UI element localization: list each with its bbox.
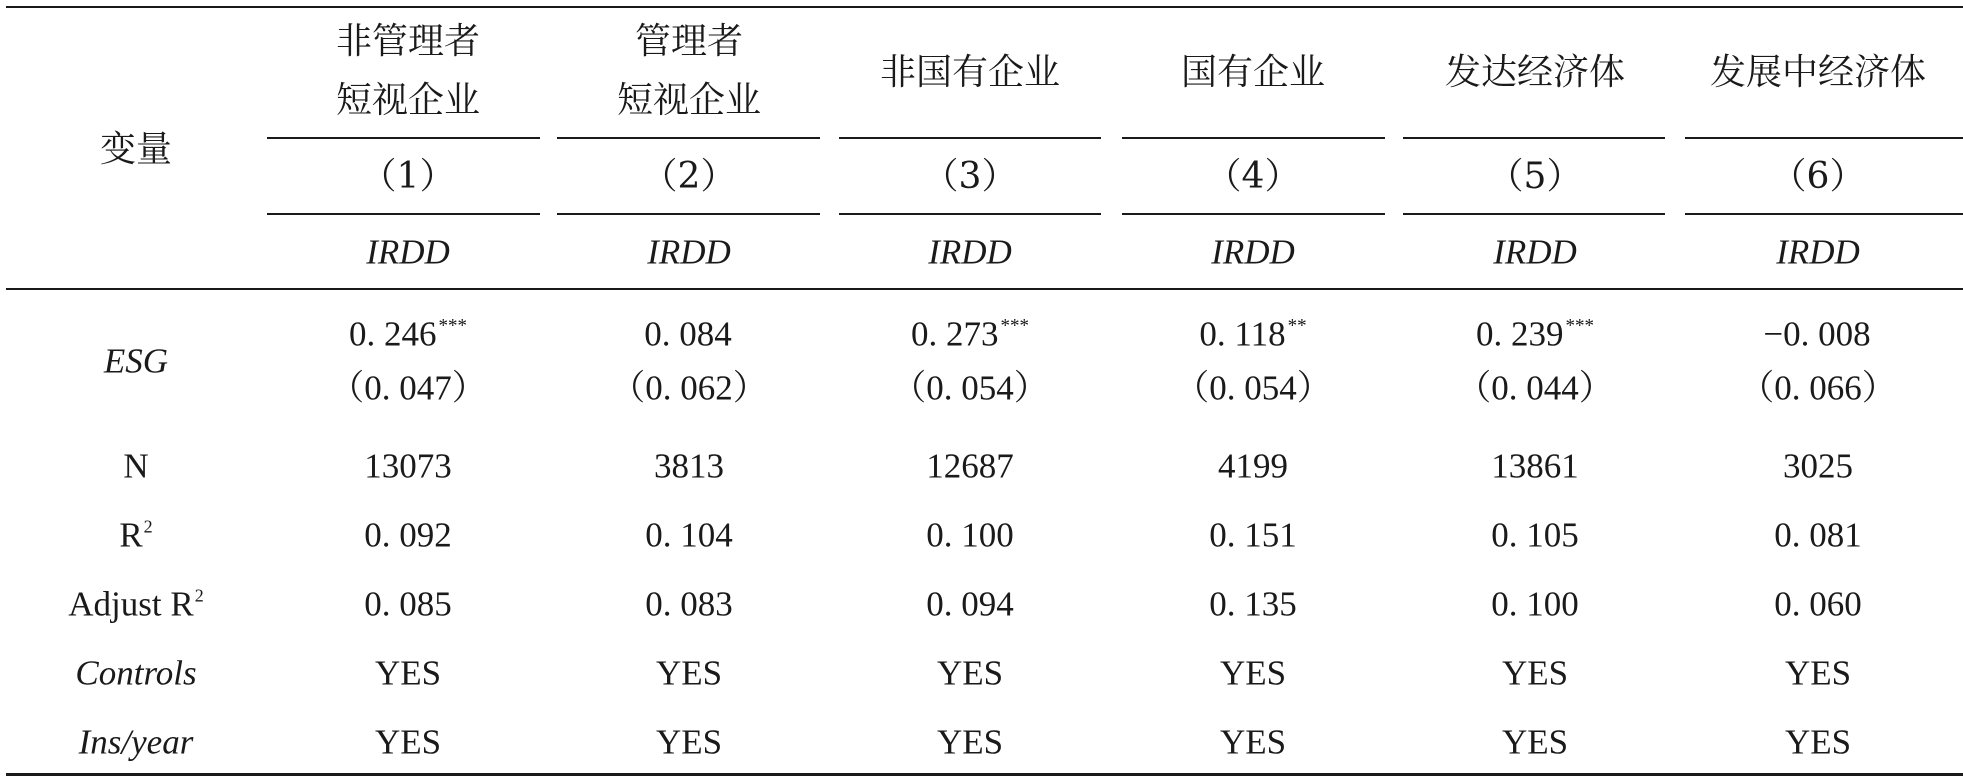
n-col2: 3813 <box>654 446 724 486</box>
adj-r2-col5: 0. 100 <box>1491 584 1579 624</box>
r2-label-sup: 2 <box>143 516 153 537</box>
header-rule-bottom <box>6 288 1963 290</box>
col1-dep: IRDD <box>366 232 450 272</box>
r2-col3: 0. 100 <box>926 515 1014 555</box>
subrule-a-col6 <box>1685 137 1963 139</box>
r2-label <box>119 515 153 555</box>
col6-name: 发展中经济体 <box>1709 52 1927 93</box>
controls-col2: YES <box>655 653 723 693</box>
esg-se-col4: （0. 054） <box>1174 368 1332 408</box>
r2-label-text: R <box>119 515 143 555</box>
ins-year-col6: YES <box>1784 722 1852 762</box>
r2-col2: 0. 104 <box>645 515 733 555</box>
col5-index: （5） <box>1487 156 1583 197</box>
controls-col3: YES <box>936 653 1004 693</box>
esg-se-col5: （0. 044） <box>1456 368 1614 408</box>
esg-se-col6: （0. 066） <box>1739 368 1897 408</box>
ins-year-col2: YES <box>655 722 723 762</box>
significance-stars: *** <box>438 315 467 337</box>
ins-year-col4: YES <box>1219 722 1287 762</box>
subrule-b-col5 <box>1403 213 1665 215</box>
col2-index: （2） <box>641 156 737 197</box>
col4-index: （4） <box>1205 156 1301 197</box>
significance-stars: ** <box>1287 315 1307 337</box>
variable-header: 变量 <box>99 129 173 170</box>
subrule-a-col5 <box>1403 137 1665 139</box>
col5-name: 发达经济体 <box>1444 52 1626 93</box>
ins-year-label: Ins/year <box>78 722 194 762</box>
subrule-a-col3 <box>839 137 1101 139</box>
esg-coef-col6 <box>1763 314 1872 354</box>
ins-year-col5: YES <box>1501 722 1569 762</box>
n-label: N <box>123 446 149 486</box>
adj-r2-col2: 0. 083 <box>645 584 733 624</box>
bottom-rule <box>6 773 1963 776</box>
col4-name: 国有企业 <box>1180 52 1326 93</box>
coef-value: 0. 239 <box>1476 314 1564 354</box>
col6-dep: IRDD <box>1776 232 1860 272</box>
esg-se-col2: （0. 062） <box>610 368 768 408</box>
significance-stars: *** <box>1565 315 1594 337</box>
controls-col1: YES <box>374 653 442 693</box>
r2-col6: 0. 081 <box>1774 515 1862 555</box>
col2-name-line1: 管理者 <box>634 21 744 62</box>
controls-label: Controls <box>75 653 197 693</box>
r2-col1: 0. 092 <box>364 515 452 555</box>
subrule-b-col1 <box>267 213 540 215</box>
col1-name-line2: 短视企业 <box>335 80 481 121</box>
controls-col5: YES <box>1501 653 1569 693</box>
adj-r2-label-text: Adjust R <box>68 584 194 624</box>
col3-dep: IRDD <box>928 232 1012 272</box>
top-rule <box>6 6 1963 8</box>
n-col1: 13073 <box>364 446 452 486</box>
ins-year-col3: YES <box>936 722 1004 762</box>
subrule-b-col2 <box>557 213 820 215</box>
esg-coef-col2 <box>644 314 734 354</box>
coef-value: 0. 118 <box>1199 314 1286 354</box>
n-col6: 3025 <box>1783 446 1853 486</box>
col1-name-line1: 非管理者 <box>335 21 481 62</box>
controls-col4: YES <box>1219 653 1287 693</box>
subrule-a-col1 <box>267 137 540 139</box>
adj-r2-label <box>68 584 204 624</box>
adj-r2-col4: 0. 135 <box>1209 584 1297 624</box>
esg-coef-col4 <box>1199 314 1307 354</box>
r2-col4: 0. 151 <box>1209 515 1297 555</box>
adj-r2-col6: 0. 060 <box>1774 584 1862 624</box>
col5-dep: IRDD <box>1493 232 1577 272</box>
esg-se-col1: （0. 047） <box>329 368 487 408</box>
ins-year-col1: YES <box>374 722 442 762</box>
subrule-b-col6 <box>1685 213 1963 215</box>
coef-value: −0. 008 <box>1763 314 1871 354</box>
col2-dep: IRDD <box>647 232 731 272</box>
coef-value: 0. 246 <box>349 314 437 354</box>
esg-coef-col5 <box>1476 314 1594 354</box>
col3-name: 非国有企业 <box>879 52 1061 93</box>
esg-se-col3: （0. 054） <box>891 368 1049 408</box>
esg-label: ESG <box>103 341 169 381</box>
subrule-b-col3 <box>839 213 1101 215</box>
subrule-a-col4 <box>1122 137 1385 139</box>
subrule-b-col4 <box>1122 213 1385 215</box>
n-col4: 4199 <box>1218 446 1288 486</box>
esg-coef-col1 <box>349 314 467 354</box>
col4-dep: IRDD <box>1211 232 1295 272</box>
coef-value: 0. 084 <box>644 314 732 354</box>
r2-col5: 0. 105 <box>1491 515 1579 555</box>
col6-index: （6） <box>1770 156 1866 197</box>
col3-index: （3） <box>922 156 1018 197</box>
controls-col6: YES <box>1784 653 1852 693</box>
col2-name-line2: 短视企业 <box>616 80 762 121</box>
esg-coef-col3 <box>911 314 1029 354</box>
col1-index: （1） <box>360 156 456 197</box>
coef-value: 0. 273 <box>911 314 999 354</box>
adj-r2-col3: 0. 094 <box>926 584 1014 624</box>
adj-r2-label-sup: 2 <box>194 585 204 606</box>
n-col3: 12687 <box>926 446 1014 486</box>
n-col5: 13861 <box>1491 446 1579 486</box>
subrule-a-col2 <box>557 137 820 139</box>
adj-r2-col1: 0. 085 <box>364 584 452 624</box>
significance-stars: *** <box>1000 315 1029 337</box>
